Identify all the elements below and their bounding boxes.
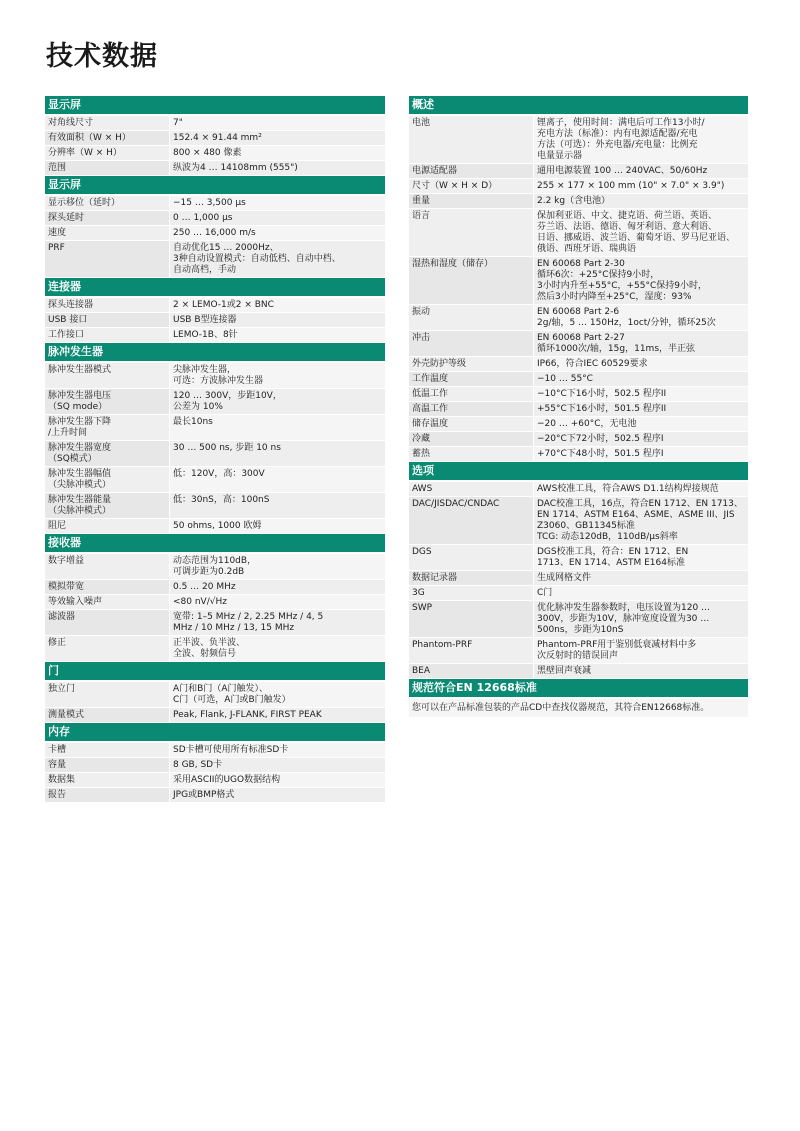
spec-value: 低：30nS，高：100nS: [169, 493, 385, 518]
spec-section: [45, 723, 385, 803]
spec-value: 动态范围为110dB， 可调步距为0.2dB: [169, 554, 385, 579]
spec-label: 对角线尺寸: [45, 116, 169, 130]
spec-value: −15 … 3,500 µs: [169, 196, 385, 210]
spec-row: [45, 131, 385, 146]
spec-row: [45, 389, 385, 415]
spec-value: 255 × 177 × 100 mm (10" × 7.0" × 3.9"): [533, 179, 748, 193]
spec-label: 模拟带宽: [45, 580, 169, 594]
spec-row: [45, 441, 385, 467]
section-header: 显示屏: [45, 96, 385, 114]
spec-label: 等效输入噪声: [45, 595, 169, 609]
spec-label: 脉冲发生器下降 /上升时间: [45, 415, 169, 440]
spec-label: 范围: [45, 161, 169, 175]
spec-value: 正半波、负半波、 全波、射频信号: [169, 636, 385, 661]
spec-label: 冲击: [409, 331, 533, 356]
spec-value: USB B型连接器: [169, 313, 385, 327]
spec-value: 800 × 480 像素: [169, 146, 385, 160]
spec-value: SD卡槽可使用所有标准SD卡: [169, 743, 385, 757]
spec-row: [45, 788, 385, 803]
spec-section: [45, 96, 385, 176]
spec-label: 测量模式: [45, 708, 169, 722]
spec-row: [409, 257, 748, 305]
spec-label: SWP: [409, 601, 533, 637]
spec-label: AWS: [409, 482, 533, 496]
spec-value: 120 … 300V，步距10V， 公差为 10%: [169, 389, 385, 414]
section-header: 门: [45, 662, 385, 680]
spec-label: 容量: [45, 758, 169, 772]
spec-value: 2 × LEMO-1或2 × BNC: [169, 298, 385, 312]
left-column: [45, 96, 385, 803]
spec-value: DAC校准工具，16点，符合EN 1712、EN 1713、 EN 1714、ASTM E164、ASME、ASME III、JIS Z3060、GB11345标准 TCG: 动态120dB，110dB/µs斜率: [533, 497, 748, 544]
spec-section: [45, 534, 385, 662]
spec-row: [45, 161, 385, 176]
spec-label: 修正: [45, 636, 169, 661]
spec-row: [409, 305, 748, 331]
spec-value: 自动优化15 … 2000Hz、 3种自动设置模式：自动低档、自动中档、 自动高档，手动: [169, 241, 385, 277]
spec-label: 探头连接器: [45, 298, 169, 312]
spec-value: 尖脉冲发生器， 可选：方波脉冲发生器: [169, 363, 385, 388]
spec-value: LEMO-1B、8针: [169, 328, 385, 342]
spec-row: [409, 482, 748, 497]
spec-row: [45, 415, 385, 441]
spec-value: C门: [533, 586, 748, 600]
spec-value: 保加利亚语、中文、捷克语、荷兰语、英语、 芬兰语、法语、德语、匈牙利语、意大利语、 日语、挪威语、波兰语、葡萄牙语、罗马尼亚语、 俄语、西班牙语、瑞典语: [533, 209, 748, 256]
spec-row: [409, 331, 748, 357]
spec-label: USB 接口: [45, 313, 169, 327]
spec-label: PRF: [45, 241, 169, 277]
spec-row: [409, 116, 748, 164]
spec-label: 报告: [45, 788, 169, 802]
spec-row: [409, 497, 748, 545]
spec-value: 通用电源装置 100 … 240VAC、50/60Hz: [533, 164, 748, 178]
section-header: 内存: [45, 723, 385, 741]
spec-row: [409, 387, 748, 402]
spec-label: 工作接口: [45, 328, 169, 342]
spec-row: [45, 116, 385, 131]
spec-row: [45, 743, 385, 758]
spec-row: [45, 363, 385, 389]
spec-row: [409, 545, 748, 571]
spec-label: 蓄热: [409, 447, 533, 461]
spec-section: [45, 278, 385, 343]
section-header: 接收器: [45, 534, 385, 552]
spec-label: DAC/JISDAC/CNDAC: [409, 497, 533, 544]
spec-row: [409, 601, 748, 638]
spec-row: [45, 595, 385, 610]
spec-value: 黑壁回声衰减: [533, 664, 748, 678]
section-header: 脉冲发生器: [45, 343, 385, 361]
spec-row: [409, 372, 748, 387]
spec-row: [409, 194, 748, 209]
spec-value: 152.4 × 91.44 mm²: [169, 131, 385, 145]
spec-label: 冷藏: [409, 432, 533, 446]
spec-section: [409, 462, 748, 679]
spec-label: 卡槽: [45, 743, 169, 757]
spec-value: 最长10ns: [169, 415, 385, 440]
spec-value: EN 60068 Part 2-30 循环6次：+25°C保持9小时， 3小时内升至+55°C，+55°C保持9小时， 然后3小时内降至+25°C，湿度：93%: [533, 257, 748, 304]
spec-row: [45, 313, 385, 328]
spec-label: 探头延时: [45, 211, 169, 225]
spec-label: 脉冲发生器宽度 （SQ模式）: [45, 441, 169, 466]
spec-label: 电源适配器: [409, 164, 533, 178]
spec-label: 低温工作: [409, 387, 533, 401]
spec-row: [409, 664, 748, 679]
spec-value: JPG或BMP格式: [169, 788, 385, 802]
spec-section: [409, 679, 748, 717]
spec-row: [409, 417, 748, 432]
spec-value: 生成网格文件: [533, 571, 748, 585]
spec-label: 语言: [409, 209, 533, 256]
spec-row: [409, 179, 748, 194]
spec-row: [45, 226, 385, 241]
section-header: 显示屏: [45, 176, 385, 194]
spec-label: 滤波器: [45, 610, 169, 635]
spec-value: −10 … 55°C: [533, 372, 748, 386]
spec-row: [45, 636, 385, 662]
spec-label: 脉冲发生器幅值 （尖脉冲模式）: [45, 467, 169, 492]
spec-value: −20°C下72小时，502.5 程序I: [533, 432, 748, 446]
spec-value: Peak, Flank, J-FLANK, FIRST PEAK: [169, 708, 385, 722]
spec-label: 储存温度: [409, 417, 533, 431]
spec-value: 50 ohms, 1000 欧姆: [169, 519, 385, 533]
spec-value: 纵波为4 … 14108mm (555"): [169, 161, 385, 175]
spec-value: 锂离子，使用时间：满电后可工作13小时/ 充电方法（标准）：内有电源适配器/充电 方法（可选）：外充电器/充电量：比例充 电量显示器: [533, 116, 748, 163]
spec-row: [45, 211, 385, 226]
spec-value: A门和B门（A门触发）、 C门（可选，A门或B门触发）: [169, 682, 385, 707]
spec-value: 2.2 kg（含电池）: [533, 194, 748, 208]
spec-row: [409, 432, 748, 447]
spec-label: 工作温度: [409, 372, 533, 386]
page-title: 技术数据: [46, 41, 158, 72]
spec-section: [45, 343, 385, 534]
spec-value: 8 GB, SD卡: [169, 758, 385, 772]
spec-label: Phantom-PRF: [409, 638, 533, 663]
right-column: [409, 96, 748, 717]
spec-row: [45, 467, 385, 493]
spec-label: 外壳防护等级: [409, 357, 533, 371]
section-header: 连接器: [45, 278, 385, 296]
spec-label: 电池: [409, 116, 533, 163]
spec-label: 数字增益: [45, 554, 169, 579]
spec-row: [45, 554, 385, 580]
spec-label: 阻尼: [45, 519, 169, 533]
spec-value: 0 … 1,000 µs: [169, 211, 385, 225]
spec-row: [45, 241, 385, 278]
section-note: 您可以在产品标准包装的产品CD中查找仪器规范，其符合EN12668标准。: [409, 699, 748, 717]
spec-value: 30 … 500 ns, 步距 10 ns: [169, 441, 385, 466]
spec-value: 7": [169, 116, 385, 130]
spec-row: [45, 708, 385, 723]
spec-value: 250 … 16,000 m/s: [169, 226, 385, 240]
spec-value: 优化脉冲发生器参数时，电压设置为120 … 300V，步距为10V，脉冲宽度设置为30 … 500ns，步距为10nS: [533, 601, 748, 637]
spec-row: [45, 519, 385, 534]
spec-value: +55°C下16小时，501.5 程序II: [533, 402, 748, 416]
spec-row: [45, 196, 385, 211]
spec-row: [409, 638, 748, 664]
spec-value: +70°C下48小时，501.5 程序I: [533, 447, 748, 461]
spec-value: EN 60068 Part 2-6 2g/轴，5 … 150Hz，1oct/分钟，循环25次: [533, 305, 748, 330]
spec-row: [45, 328, 385, 343]
spec-value: 低：120V，高：300V: [169, 467, 385, 492]
spec-value: Phantom-PRF用于鉴别低衰减材料中多 次反射时的错误回声: [533, 638, 748, 663]
spec-label: 分辨率（W × H）: [45, 146, 169, 160]
spec-row: [409, 447, 748, 462]
spec-value: DGS校准工具，符合：EN 1712、EN 1713、EN 1714、ASTM E164标准: [533, 545, 748, 570]
spec-row: [45, 773, 385, 788]
spec-value: IP66，符合IEC 60529要求: [533, 357, 748, 371]
spec-label: 显示移位（延时）: [45, 196, 169, 210]
spec-row: [45, 493, 385, 519]
spec-section: [45, 176, 385, 278]
spec-label: 振动: [409, 305, 533, 330]
spec-row: [45, 682, 385, 708]
spec-label: 高温工作: [409, 402, 533, 416]
spec-label: 有效面积（W × H）: [45, 131, 169, 145]
spec-row: [45, 580, 385, 595]
spec-row: [45, 610, 385, 636]
spec-label: 脉冲发生器模式: [45, 363, 169, 388]
spec-label: 湿热和湿度（储存）: [409, 257, 533, 304]
spec-value: 宽带: 1–5 MHz / 2, 2.25 MHz / 4, 5 MHz / 10 MHz / 13, 15 MHz: [169, 610, 385, 635]
spec-label: 脉冲发生器能量 （尖脉冲模式）: [45, 493, 169, 518]
spec-label: 数据集: [45, 773, 169, 787]
spec-label: DGS: [409, 545, 533, 570]
spec-label: 3G: [409, 586, 533, 600]
spec-value: 采用ASCII的UGO数据结构: [169, 773, 385, 787]
spec-row: [409, 402, 748, 417]
spec-row: [45, 298, 385, 313]
spec-section: [45, 662, 385, 723]
spec-label: 速度: [45, 226, 169, 240]
section-header: 选项: [409, 462, 748, 480]
spec-label: 数据记录器: [409, 571, 533, 585]
spec-value: <80 nV/√Hz: [169, 595, 385, 609]
spec-row: [409, 164, 748, 179]
spec-row: [45, 146, 385, 161]
spec-label: 脉冲发生器电压 （SQ mode）: [45, 389, 169, 414]
section-header: 规范符合EN 12668标准: [409, 679, 748, 697]
section-header: 概述: [409, 96, 748, 114]
spec-row: [409, 571, 748, 586]
spec-label: 尺寸（W × H × D）: [409, 179, 533, 193]
spec-row: [45, 758, 385, 773]
spec-value: 0.5 … 20 MHz: [169, 580, 385, 594]
spec-value: −20 … +60°C，无电池: [533, 417, 748, 431]
spec-row: [409, 357, 748, 372]
spec-label: 独立门: [45, 682, 169, 707]
spec-value: EN 60068 Part 2-27 循环1000次/轴，15g，11ms，半正弦: [533, 331, 748, 356]
spec-label: 重量: [409, 194, 533, 208]
spec-row: [409, 586, 748, 601]
spec-row: [409, 209, 748, 257]
spec-value: AWS校准工具，符合AWS D1.1结构焊接规范: [533, 482, 748, 496]
spec-value: −10°C下16小时，502.5 程序II: [533, 387, 748, 401]
spec-section: [409, 96, 748, 462]
spec-label: BEA: [409, 664, 533, 678]
